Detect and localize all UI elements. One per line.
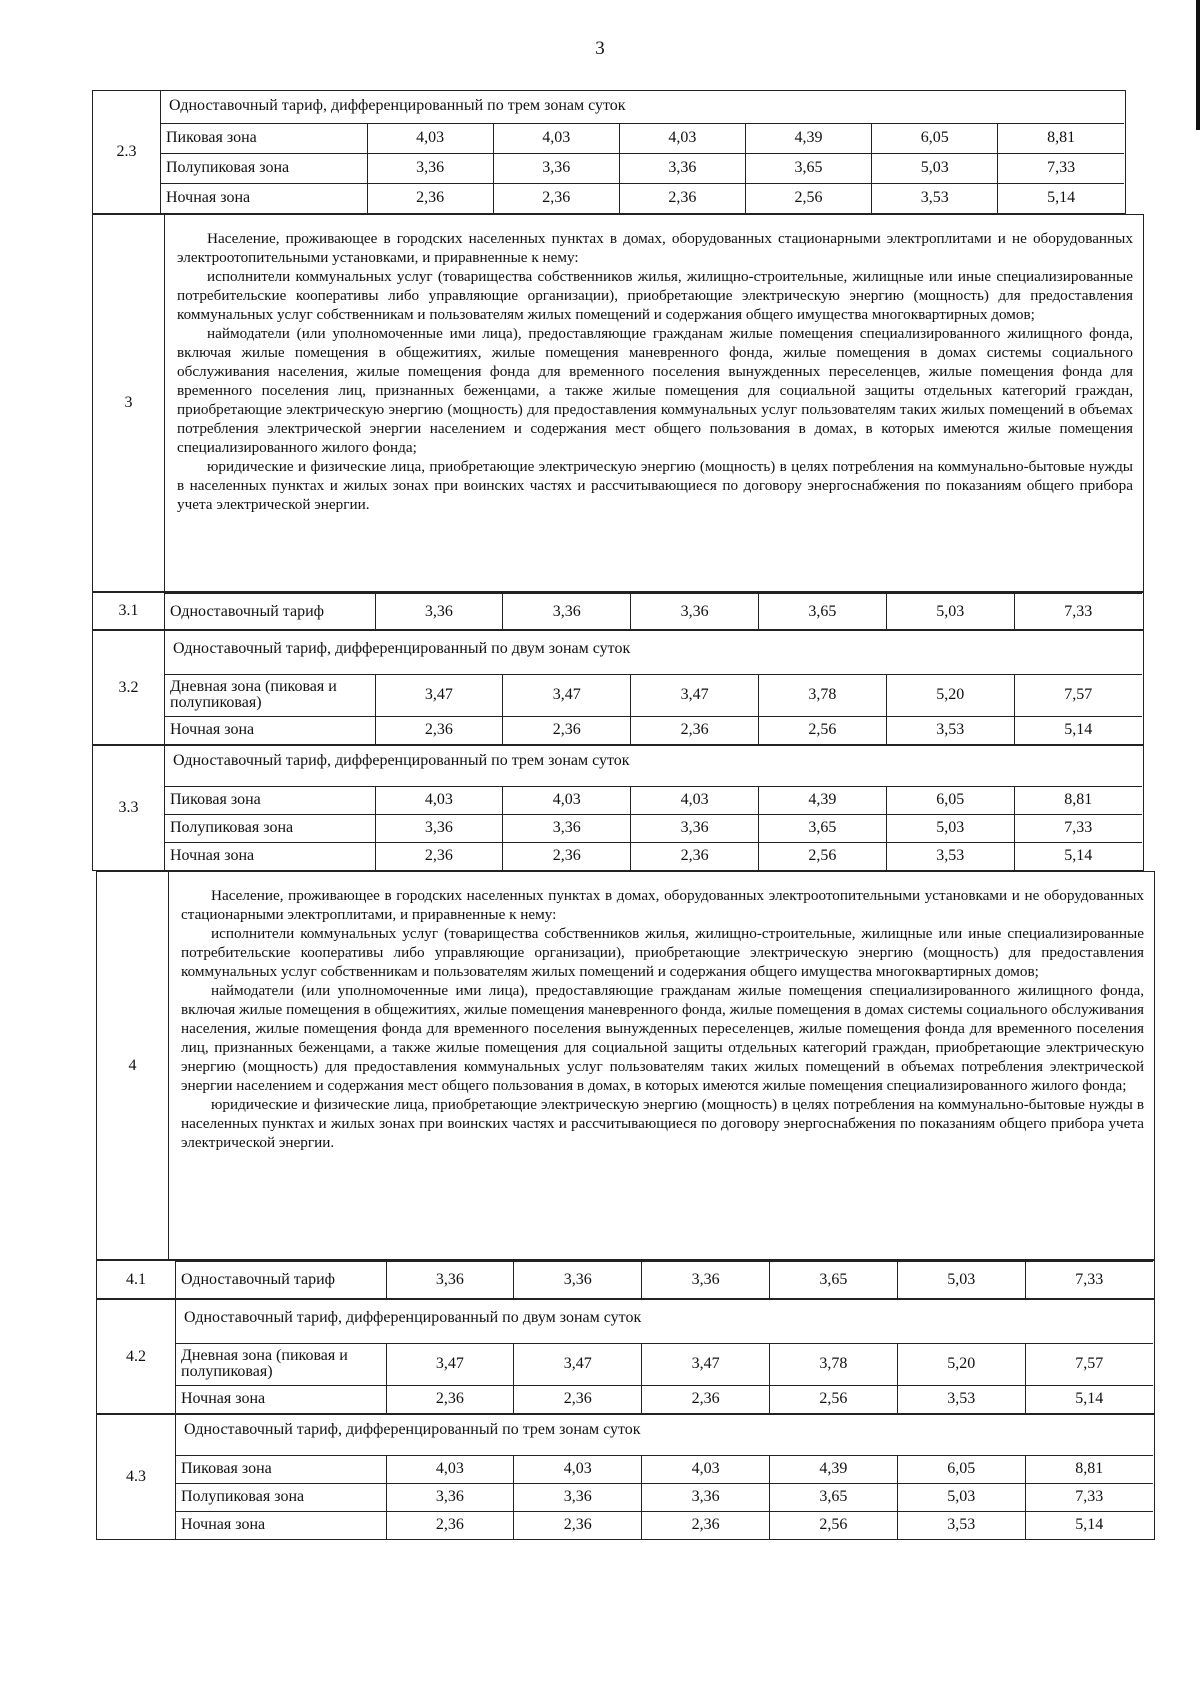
section-number: 3.2 — [93, 631, 165, 744]
section-body — [176, 1300, 1154, 1413]
half-peak-zone-row-value-6: 7,33 — [1014, 814, 1142, 842]
day-zone-row-value-4: 3,78 — [769, 1343, 897, 1385]
peak-zone-row-value-6: 8,81 — [1025, 1455, 1153, 1483]
single-tariff-row-value-6: 7,33 — [1014, 594, 1142, 631]
night-zone-row — [176, 1511, 1153, 1539]
peak-zone-row — [176, 1455, 1153, 1483]
single-tariff-table — [176, 1261, 1153, 1298]
half-peak-zone-row-value-3: 3,36 — [619, 153, 745, 183]
half-peak-zone-row-value-2: 3,36 — [503, 814, 631, 842]
section-s4-1 — [96, 1260, 1155, 1299]
three-zone-table — [176, 1455, 1153, 1540]
section-body — [165, 593, 1143, 629]
single-tariff-row-value-1: 3,36 — [375, 594, 503, 631]
night-zone-row-label: Ночная зона — [165, 716, 375, 744]
description-paragraph: наймодатели (или уполномоченные ими лица), предоставляющие гражданам жилые помещения специализированного жилищного фонда, включая жилые помещения в общежитиях, жилые помещения маневренного фонда, жилые помещения в домах системы социального обслуживания населения, жилые помещения фонда для временного поселения вынужденных переселенцев, жилые помещения фонда для временного поселения лиц, признанных беженцами, а также жилые помещения для социальной защиты отдельных категорий граждан, приобретающие электрическую энергию (мощность) для предоставления коммунальных услуг пользователям таких жилых помещений в объемах потребления электрической энергии населением и содержания мест общего пользования в домах, в которых имеются жилые помещения специализированного жилого фонда; — [181, 982, 1144, 1094]
night-zone-row-value-1: 2,36 — [386, 1385, 514, 1413]
peak-zone-row-label: Пиковая зона — [176, 1455, 386, 1483]
day-zone-row-value-6: 7,57 — [1014, 674, 1142, 716]
single-tariff-row-label: Одноставочный тариф — [176, 1262, 386, 1299]
day-zone-row-label: Дневная зона (пиковая и полупиковая) — [165, 674, 375, 716]
night-zone-row-value-1: 2,36 — [386, 1511, 514, 1539]
night-zone-row-value-1: 2,36 — [375, 842, 503, 870]
half-peak-zone-row-label: Полупиковая зона — [176, 1483, 386, 1511]
night-zone-row-value-6: 5,14 — [1014, 716, 1142, 744]
half-peak-zone-row-value-1: 3,36 — [386, 1483, 514, 1511]
day-zone-row — [176, 1343, 1153, 1385]
section-number: 4.2 — [97, 1300, 176, 1413]
day-zone-row-value-1: 3,47 — [386, 1343, 514, 1385]
night-zone-row — [176, 1385, 1153, 1413]
half-peak-zone-row-label: Полупиковая зона — [161, 153, 367, 183]
night-zone-row-value-1: 2,36 — [375, 716, 503, 744]
night-zone-row-label: Ночная зона — [161, 183, 367, 213]
night-zone-row-value-6: 5,14 — [1025, 1511, 1153, 1539]
day-zone-row-label: Дневная зона (пиковая и полупиковая) — [176, 1343, 386, 1385]
night-zone-row-value-3: 2,36 — [642, 1385, 770, 1413]
night-zone-row-value-3: 2,36 — [642, 1511, 770, 1539]
description-paragraph: юридические и физические лица, приобретающие электрическую энергию (мощность) в целях потребления на коммунально-бытовые нужды в населенных пунктах и жилых зонах при воинских частях и рассчитывающиеся по договору энергоснабжения по показаниям общего прибора учета электрической энергии. — [177, 458, 1133, 513]
half-peak-zone-row-value-2: 3,36 — [514, 1483, 642, 1511]
half-peak-zone-row-value-5: 5,03 — [886, 814, 1014, 842]
single-tariff-row-value-2: 3,36 — [514, 1262, 642, 1299]
night-zone-row-value-4: 2,56 — [769, 1511, 897, 1539]
half-peak-zone-row-value-1: 3,36 — [367, 153, 493, 183]
night-zone-row-value-3: 2,36 — [631, 716, 759, 744]
section-number: 4.3 — [97, 1415, 176, 1539]
day-zone-row-value-3: 3,47 — [642, 1343, 770, 1385]
peak-zone-row-value-5: 6,05 — [897, 1455, 1025, 1483]
peak-zone-row-value-6: 8,81 — [1014, 786, 1142, 814]
section-description — [181, 886, 1144, 1152]
half-peak-zone-row-value-3: 3,36 — [631, 814, 759, 842]
peak-zone-row-value-1: 4,03 — [367, 123, 493, 153]
section-s4 — [96, 871, 1155, 1260]
peak-zone-row-label: Пиковая зона — [165, 786, 375, 814]
night-zone-row-value-3: 2,36 — [631, 842, 759, 870]
section-number: 3.1 — [93, 593, 165, 629]
night-zone-row — [165, 842, 1142, 870]
half-peak-zone-row — [161, 153, 1124, 183]
single-tariff-row-label: Одноставочный тариф — [165, 594, 375, 631]
day-zone-row-value-6: 7,57 — [1025, 1343, 1153, 1385]
zone-tariff-header: Одноставочный тариф, дифференцированный по трем зонам суток — [169, 97, 626, 114]
section-body — [176, 1261, 1154, 1298]
day-zone-row-value-1: 3,47 — [375, 674, 503, 716]
single-tariff-table — [165, 593, 1142, 630]
description-paragraph: Население, проживающее в городских населенных пунктах в домах, оборудованных стационарными электроплитами и не оборудованных электроотопительными установками, и приравненные к нему: — [177, 230, 1133, 266]
night-zone-row-value-5: 3,53 — [886, 842, 1014, 870]
night-zone-row-value-2: 2,36 — [503, 716, 631, 744]
peak-zone-row-value-1: 4,03 — [386, 1455, 514, 1483]
peak-zone-row-value-2: 4,03 — [493, 123, 619, 153]
peak-zone-row — [165, 786, 1142, 814]
section-s3 — [92, 214, 1144, 592]
single-tariff-row — [165, 594, 1142, 631]
section-body — [165, 746, 1143, 870]
zone-tariff-header: Одноставочный тариф, дифференцированный по двум зонам суток — [173, 640, 631, 657]
half-peak-zone-row-value-5: 5,03 — [897, 1483, 1025, 1511]
peak-zone-row-value-4: 4,39 — [769, 1455, 897, 1483]
section-body — [169, 872, 1154, 1259]
single-tariff-row-value-3: 3,36 — [642, 1262, 770, 1299]
half-peak-zone-row-value-5: 5,03 — [872, 153, 998, 183]
night-zone-row-label: Ночная зона — [176, 1511, 386, 1539]
half-peak-zone-row — [176, 1483, 1153, 1511]
half-peak-zone-row-value-3: 3,36 — [642, 1483, 770, 1511]
section-s4-3 — [96, 1414, 1155, 1540]
section-number: 3 — [93, 215, 165, 591]
single-tariff-row-value-6: 7,33 — [1025, 1262, 1153, 1299]
section-description — [177, 229, 1133, 514]
description-paragraph: наймодатели (или уполномоченные ими лица), предоставляющие гражданам жилые помещения специализированного жилищного фонда, включая жилые помещения в общежитиях, жилые помещения маневренного фонда, жилые помещения в домах системы социального обслуживания населения, жилые помещения фонда для временного поселения вынужденных переселенцев, жилые помещения фонда для временного поселения лиц, признанных беженцами, а также жилые помещения для социальной защиты отдельных категорий граждан, приобретающие электрическую энергию (мощность) для предоставления коммунальных услуг пользователям таких жилых помещений в объемах потребления электрической энергии населением и содержания мест общего пользования в домах, в которых имеются жилые помещения специализированного жилого фонда; — [177, 325, 1133, 456]
peak-zone-row-value-6: 8,81 — [998, 123, 1124, 153]
section-body — [161, 91, 1125, 213]
night-zone-row-value-2: 2,36 — [503, 842, 631, 870]
day-zone-row-value-5: 5,20 — [886, 674, 1014, 716]
night-zone-row-value-5: 3,53 — [897, 1385, 1025, 1413]
half-peak-zone-row-value-2: 3,36 — [493, 153, 619, 183]
peak-zone-row-value-3: 4,03 — [619, 123, 745, 153]
description-paragraph: исполнители коммунальных услуг (товарищества собственников жилья, жилищно-строительные, жилищные или иные специализированные потребительские кооперативы либо управляющие организации), приобретающие электрическую энергию (мощность) для предоставления коммунальных услуг собственникам и пользователям жилых помещений и содержания общего имущества многоквартирных домов; — [177, 268, 1133, 323]
single-tariff-row-value-3: 3,36 — [631, 594, 759, 631]
half-peak-zone-row-value-6: 7,33 — [1025, 1483, 1153, 1511]
section-body — [165, 215, 1143, 591]
two-zone-table — [176, 1343, 1153, 1414]
zone-tariff-header: Одноставочный тариф, дифференцированный по трем зонам суток — [184, 1421, 641, 1438]
night-zone-row-value-2: 2,36 — [493, 183, 619, 213]
section-number: 4.1 — [97, 1261, 176, 1298]
description-paragraph: юридические и физические лица, приобретающие электрическую энергию (мощность) в целях потребления на коммунально-бытовые нужды в населенных пунктах и жилых зонах при воинских частях и рассчитывающиеся по договору энергоснабжения по показаниям общего прибора учета электрической энергии. — [181, 1096, 1144, 1151]
night-zone-row-label: Ночная зона — [176, 1385, 386, 1413]
peak-zone-row-value-3: 4,03 — [642, 1455, 770, 1483]
night-zone-row-value-3: 2,36 — [619, 183, 745, 213]
single-tariff-row-value-5: 5,03 — [886, 594, 1014, 631]
peak-zone-row-value-4: 4,39 — [758, 786, 886, 814]
night-zone-row — [161, 183, 1124, 213]
single-tariff-row-value-4: 3,65 — [758, 594, 886, 631]
peak-zone-row-value-5: 6,05 — [886, 786, 1014, 814]
peak-zone-row-value-2: 4,03 — [503, 786, 631, 814]
section-s4-2 — [96, 1299, 1155, 1414]
two-zone-table — [165, 674, 1142, 745]
half-peak-zone-row — [165, 814, 1142, 842]
section-body — [165, 631, 1143, 744]
half-peak-zone-row-label: Полупиковая зона — [165, 814, 375, 842]
night-zone-row — [165, 716, 1142, 744]
half-peak-zone-row-value-4: 3,65 — [745, 153, 871, 183]
section-s3-2 — [92, 630, 1144, 745]
single-tariff-row-value-1: 3,36 — [386, 1262, 514, 1299]
peak-zone-row-value-3: 4,03 — [631, 786, 759, 814]
day-zone-row-value-2: 3,47 — [503, 674, 631, 716]
half-peak-zone-row-value-6: 7,33 — [998, 153, 1124, 183]
section-number: 4 — [97, 872, 169, 1259]
description-paragraph: Население, проживающее в городских населенных пунктах в домах, оборудованных электроотопительными установками и не оборудованных стационарными электроплитами, и приравненные к нему: — [181, 887, 1144, 923]
section-number: 2.3 — [93, 91, 161, 213]
section-body — [176, 1415, 1154, 1539]
single-tariff-row-value-5: 5,03 — [897, 1262, 1025, 1299]
day-zone-row-value-5: 5,20 — [897, 1343, 1025, 1385]
night-zone-row-value-4: 2,56 — [745, 183, 871, 213]
night-zone-row-value-4: 2,56 — [758, 842, 886, 870]
single-tariff-row — [176, 1262, 1153, 1299]
section-s3-1 — [92, 592, 1144, 630]
night-zone-row-value-5: 3,53 — [897, 1511, 1025, 1539]
day-zone-row-value-4: 3,78 — [758, 674, 886, 716]
night-zone-row-value-6: 5,14 — [998, 183, 1124, 213]
night-zone-row-value-5: 3,53 — [872, 183, 998, 213]
half-peak-zone-row-value-4: 3,65 — [769, 1483, 897, 1511]
zone-tariff-header: Одноставочный тариф, дифференцированный по трем зонам суток — [173, 752, 630, 769]
page-number: 3 — [595, 38, 605, 59]
peak-zone-row-value-2: 4,03 — [514, 1455, 642, 1483]
description-paragraph: исполнители коммунальных услуг (товарищества собственников жилья, жилищно-строительные, жилищные или иные специализированные потребительские кооперативы либо управляющие организации), приобретающие электрическую энергию (мощность) для предоставления коммунальных услуг собственникам и пользователям жилых помещений и содержания общего имущества многоквартирных домов; — [181, 925, 1144, 980]
night-zone-row-value-2: 2,36 — [514, 1511, 642, 1539]
night-zone-row-value-4: 2,56 — [758, 716, 886, 744]
night-zone-row-value-1: 2,36 — [367, 183, 493, 213]
three-zone-table — [165, 786, 1142, 871]
zone-tariff-header: Одноставочный тариф, дифференцированный по двум зонам суток — [184, 1309, 642, 1326]
day-zone-row-value-3: 3,47 — [631, 674, 759, 716]
three-zone-table — [161, 123, 1124, 214]
section-number: 3.3 — [93, 746, 165, 870]
section-s2-3 — [92, 90, 1126, 214]
night-zone-row-value-2: 2,36 — [514, 1385, 642, 1413]
peak-zone-row — [161, 123, 1124, 153]
peak-zone-row-label: Пиковая зона — [161, 123, 367, 153]
day-zone-row-value-2: 3,47 — [514, 1343, 642, 1385]
night-zone-row-label: Ночная зона — [165, 842, 375, 870]
night-zone-row-value-6: 5,14 — [1025, 1385, 1153, 1413]
peak-zone-row-value-1: 4,03 — [375, 786, 503, 814]
day-zone-row — [165, 674, 1142, 716]
half-peak-zone-row-value-4: 3,65 — [758, 814, 886, 842]
half-peak-zone-row-value-1: 3,36 — [375, 814, 503, 842]
section-s3-3 — [92, 745, 1144, 871]
night-zone-row-value-6: 5,14 — [1014, 842, 1142, 870]
night-zone-row-value-5: 3,53 — [886, 716, 1014, 744]
peak-zone-row-value-4: 4,39 — [745, 123, 871, 153]
single-tariff-row-value-4: 3,65 — [769, 1262, 897, 1299]
single-tariff-row-value-2: 3,36 — [503, 594, 631, 631]
night-zone-row-value-4: 2,56 — [769, 1385, 897, 1413]
peak-zone-row-value-5: 6,05 — [872, 123, 998, 153]
